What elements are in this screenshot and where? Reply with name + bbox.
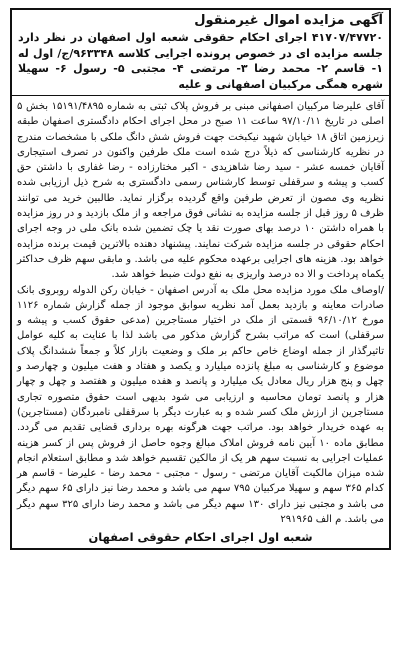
notice-title: آگهی مزایده اموال غیرمنقول	[194, 13, 383, 28]
notice-header-text: ۴۱۷۰۷/۴۷۷۲۰ اجرای احکام حقوقی شعبه اول اصفهان در نظر دارد جلسه مزایده ای در خصوص پرونده اجرایی کلاسه ۹۶۳۳۴۸/ج/ اول له ۱- قاسم ۲- محمد رضا ۳- مرتضی ۴- مجتبی ۵- رسول ۶- سهیلا شهره همگی مرکبیان اصفهانی و علیه	[18, 31, 383, 91]
notice-header	[10, 8, 391, 96]
notice-signature: شعبه اول اجرای احکام حقوقی اصفهان	[88, 530, 313, 545]
notice-paragraph-2: /اوصاف ملک مورد مزایده محل ملک به آدرس اصفهان - خیابان رکن الدوله روبروی بانک صادرات معاینه و بازدید بعمل آمد نظریه سوابق موجود از جمله گزارش شماره ۱۱۲۶ مورخ ۹۶/۱۰/۱۲ قسمتی از ملک در اختیار مستاجرین (مدعی حقوق کسب و پیشه و سرقفلی) است که مراتب بشرح گزارش مذکور می باشد لذا با عنایت به کلیه عوامل تاثیرگذار از جمله اوضاع خاص حاکم بر ملک و وضعیت بازار کلاً و جمعاً ششدانگ پلاک موضوع و کارشناسی به مبلغ پانزده میلیارد و یکصد و هفتاد و هفت میلیون و چهارصد و چهل و پنج هزار ریال معادل یک میلیارد و پانصد و هفده میلیون و هفتصد و چهل و چهار هزار و پانصد تومان محاسبه و ارزیابی می شود بدیهی است حقوق متصوره تجاری مستاجرین از ارزش ملک کسر شده و به عبارت دیگر با سرقفلی نامبردگان (مستاجرین) به عهده خریدار خواهد بود. مراتب جهت هرگونه بهره برداری قضایی تقدیم می گردد. مطابق ماده ۱۰ آیین نامه فروش املاک مبالغ وجوه حاصل از فروش پس از کسر هزینه عملیات اجرایی به نسبت سهم هر یک از مالکین تقسیم خواهد شد و مطابق استعلام انجام شده میزان مالکیت آقایان مرتضی - رسول - مجتبی - محمد رضا - علیرضا - قاسم هر کدام ۳۶۵ سهم و سهیلا مرکبیان ۷۹۵ سهم می باشد و محمد رضا نیز دارای ۶۵ سهم دیگر می باشد و مجتبی نیز دارای ۱۳۰ سهم دیگر می باشد و محمد رضا دارای ۳۲۵ سهم دیگر می باشد. م الف ۲۹۱۹۶۵	[17, 284, 385, 526]
notice-page	[10, 8, 391, 637]
notice-paragraph-1: آقای علیرضا مرکبیان اصفهانی مبنی بر فروش پلاک ثبتی به شماره ۱۵۱۹۱/۴۸۹۵ بخش ۵ اصلی در تاریخ ۹۷/۱۰/۱۱ ساعت ۱۱ صبح در محل اجرای احکام دادگستری اصفهان طبقه زیرزمین اتاق ۱۸ خیابان شهید نیکبخت جهت فروش شش دانگ ملکی با مشخصات مندرج در نظریه کارشناسی که ذیلاً درج شده است ملک طرفین واکنون در تصرف استیجاری آقایان خمسه عشر - سید رضا شاهزیدی - اکبر مختارزاده - رضا غفاری با داشتن حق کسب و پیشه و سرقفلی توسط کارشناس رسمی دادگستری به شرح ذیل ارزیابی شده نظریه وی مصون از تعرض طرفین واقع گردیده برگزار نماید. طالبین خرید می توانند ظرف ۵ روز قبل از جلسه مزایده به نشانی فوق مراجعه و از ملک بازدید و در روز مزایده با همراه داشتن ۱۰ درصد بهای صورت نقد یا چک تضمین شده بانک ملی در وجه اجرای احکام حقوقی در جلسه مزایده شرکت نمایند. پیشنهاد دهنده بالاترین قیمت برنده مزایده خواهد بود. هزینه های اجرایی برعهده محکوم علیه می باشد. و مابقی سهم ظرف حداکثر یکماه پرداخت و الا ده درصد واریزی به نفع دولت ضبط خواهد شد.	[17, 101, 384, 281]
notice-body	[10, 96, 391, 550]
